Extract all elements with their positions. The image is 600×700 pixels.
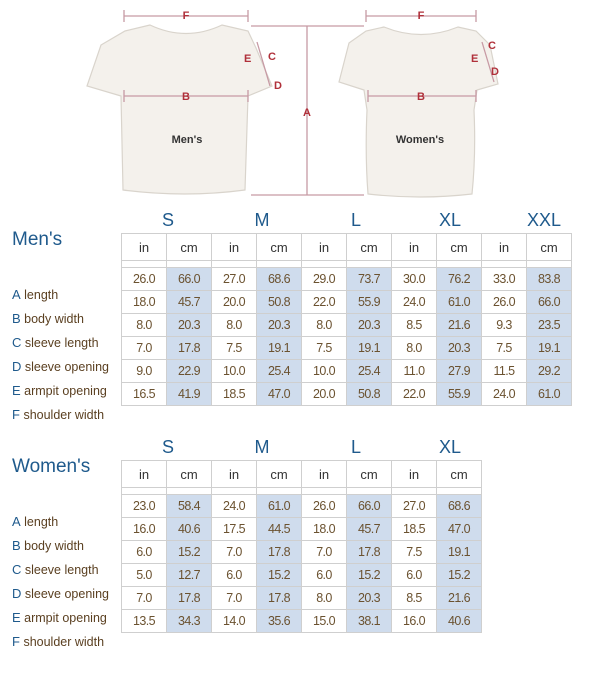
womens-cell-cm-m: 15.2 — [257, 564, 302, 587]
mens-cell-cm-xl: 76.2 — [437, 268, 482, 291]
womens-table-row-c — [122, 541, 482, 564]
mens-cell-in-xl: 8.0 — [392, 337, 437, 360]
womens-size-header-xl: XL — [438, 437, 462, 457]
womens-cell-cm-m: 44.5 — [257, 518, 302, 541]
womens-unit-cm-xl: cm — [437, 461, 482, 488]
mens-size-header-m: M — [254, 210, 270, 230]
mens-cell-cm-l: 73.7 — [347, 268, 392, 291]
mens-cell-cm-l: 19.1 — [347, 337, 392, 360]
womens-row-name: length — [24, 515, 59, 529]
womens-cell-cm-m: 17.8 — [257, 541, 302, 564]
womens-size-header-l: L — [350, 437, 361, 457]
womens-dim-b-label: B — [417, 91, 425, 103]
womens-unit-in-s: in — [122, 461, 167, 488]
mens-cell-cm-xxl: 66.0 — [527, 291, 572, 314]
mens-cell-in-m: 18.5 — [212, 383, 257, 406]
mens-cell-in-s: 8.0 — [122, 314, 167, 337]
womens-row-label-d — [12, 586, 109, 601]
womens-cell-in-l: 26.0 — [302, 495, 347, 518]
womens-cell-in-m: 14.0 — [212, 610, 257, 633]
womens-row-label-e — [12, 610, 107, 625]
mens-spacer-cell — [167, 261, 212, 268]
womens-cell-in-l: 7.0 — [302, 541, 347, 564]
mens-row-label-f — [12, 407, 104, 422]
mens-row-name: body width — [24, 312, 84, 326]
womens-cell-cm-l: 17.8 — [347, 541, 392, 564]
womens-cell-cm-l: 66.0 — [347, 495, 392, 518]
womens-cell-cm-m: 35.6 — [257, 610, 302, 633]
womens-cell-in-xl: 6.0 — [392, 564, 437, 587]
womens-spacer-cell — [347, 488, 392, 495]
womens-cell-cm-xl: 68.6 — [437, 495, 482, 518]
mens-cell-in-s: 9.0 — [122, 360, 167, 383]
womens-unit-cm-s: cm — [167, 461, 212, 488]
womens-row-name: shoulder width — [23, 635, 105, 649]
mens-cell-in-m: 27.0 — [212, 268, 257, 291]
womens-cell-in-l: 6.0 — [302, 564, 347, 587]
womens-cell-in-xl: 7.5 — [392, 541, 437, 564]
mens-row-letter: C — [12, 335, 22, 350]
mens-cell-in-xl: 8.5 — [392, 314, 437, 337]
mens-cell-cm-s: 20.3 — [167, 314, 212, 337]
womens-cell-in-m: 6.0 — [212, 564, 257, 587]
mens-dim-e-label: E — [244, 53, 252, 65]
mens-shirt-label: Men's — [171, 134, 203, 146]
mens-cell-cm-m: 25.4 — [257, 360, 302, 383]
womens-table-row-d — [122, 564, 482, 587]
womens-cell-cm-xl: 47.0 — [437, 518, 482, 541]
mens-row-name: length — [24, 288, 59, 302]
mens-table-row-c — [122, 314, 572, 337]
mens-cell-in-m: 8.0 — [212, 314, 257, 337]
mens-dim-c-label: C — [268, 51, 276, 63]
mens-cell-cm-l: 50.8 — [347, 383, 392, 406]
mens-cell-in-xxl: 24.0 — [482, 383, 527, 406]
womens-row-name: armpit opening — [24, 611, 107, 625]
womens-dim-e-label: E — [471, 53, 479, 65]
mens-cell-in-l: 7.5 — [302, 337, 347, 360]
womens-size-header-s: S — [161, 437, 174, 457]
womens-cell-cm-m: 17.8 — [257, 587, 302, 610]
mens-spacer-cell — [257, 261, 302, 268]
mens-row-letter: B — [12, 311, 21, 326]
mens-cell-cm-xxl: 19.1 — [527, 337, 572, 360]
womens-row-label-c — [12, 562, 99, 577]
womens-table-row-b — [122, 518, 482, 541]
womens-dim-c-label: C — [488, 40, 496, 52]
mens-cell-cm-xl: 27.9 — [437, 360, 482, 383]
mens-row-label-c — [12, 335, 99, 350]
mens-row-label-d — [12, 359, 109, 374]
mens-cell-in-l: 20.0 — [302, 383, 347, 406]
mens-unit-cm-xl: cm — [437, 234, 482, 261]
mens-cell-in-s: 16.5 — [122, 383, 167, 406]
womens-row-label-a — [12, 514, 58, 529]
womens-spacer-cell — [122, 488, 167, 495]
mens-cell-cm-s: 41.9 — [167, 383, 212, 406]
womens-cell-cm-l: 15.2 — [347, 564, 392, 587]
mens-cell-cm-xl: 55.9 — [437, 383, 482, 406]
womens-unit-row — [122, 461, 482, 488]
mens-unit-cm-m: cm — [257, 234, 302, 261]
mens-cell-in-s: 18.0 — [122, 291, 167, 314]
womens-row-name: sleeve opening — [24, 587, 109, 601]
womens-row-letter: D — [12, 586, 22, 601]
womens-unit-cm-l: cm — [347, 461, 392, 488]
mens-unit-in-l: in — [302, 234, 347, 261]
mens-cell-cm-s: 17.8 — [167, 337, 212, 360]
womens-cell-cm-xl: 21.6 — [437, 587, 482, 610]
mens-cell-in-l: 29.0 — [302, 268, 347, 291]
mens-dim-b-label: B — [182, 91, 190, 103]
mens-unit-in-xxl: in — [482, 234, 527, 261]
womens-cell-cm-xl: 19.1 — [437, 541, 482, 564]
womens-cell-cm-s: 17.8 — [167, 587, 212, 610]
womens-spacer-cell — [437, 488, 482, 495]
womens-table-row-a — [122, 495, 482, 518]
mens-cell-in-xl: 11.0 — [392, 360, 437, 383]
womens-row-name: body width — [24, 539, 84, 553]
mens-cell-in-xxl: 9.3 — [482, 314, 527, 337]
womens-dim-d-label: D — [491, 66, 499, 78]
womens-spacer-cell — [392, 488, 437, 495]
mens-cell-cm-xl: 21.6 — [437, 314, 482, 337]
mens-size-table — [121, 233, 572, 406]
mens-cell-in-xxl: 7.5 — [482, 337, 527, 360]
mens-unit-cm-l: cm — [347, 234, 392, 261]
mens-cell-in-s: 26.0 — [122, 268, 167, 291]
womens-cell-cm-xl: 15.2 — [437, 564, 482, 587]
womens-cell-cm-s: 40.6 — [167, 518, 212, 541]
mens-cell-cm-l: 55.9 — [347, 291, 392, 314]
womens-cell-in-l: 8.0 — [302, 587, 347, 610]
womens-cell-in-m: 7.0 — [212, 541, 257, 564]
womens-row-letter: B — [12, 538, 21, 553]
mens-tshirt-illustration — [87, 25, 272, 194]
mens-table-row-b — [122, 291, 572, 314]
womens-cell-in-s: 6.0 — [122, 541, 167, 564]
womens-dim-f-label: F — [417, 10, 425, 22]
mens-row-name: sleeve length — [24, 336, 99, 350]
womens-unit-in-m: in — [212, 461, 257, 488]
mens-cell-in-xxl: 11.5 — [482, 360, 527, 383]
mens-spacer-cell — [437, 261, 482, 268]
mens-table-row-a — [122, 268, 572, 291]
mens-cell-in-s: 7.0 — [122, 337, 167, 360]
womens-row-name: sleeve length — [24, 563, 99, 577]
mens-cell-cm-m: 19.1 — [257, 337, 302, 360]
womens-unit-in-xl: in — [392, 461, 437, 488]
womens-cell-in-s: 23.0 — [122, 495, 167, 518]
womens-section-title: Women's — [12, 456, 91, 477]
mens-row-label-e — [12, 383, 107, 398]
mens-cell-in-m: 20.0 — [212, 291, 257, 314]
mens-cell-in-l: 22.0 — [302, 291, 347, 314]
mens-spacer-cell — [392, 261, 437, 268]
womens-cell-in-xl: 8.5 — [392, 587, 437, 610]
womens-cell-in-m: 7.0 — [212, 587, 257, 610]
mens-spacer-cell — [212, 261, 257, 268]
mens-spacer-cell — [302, 261, 347, 268]
mens-cell-cm-xxl: 61.0 — [527, 383, 572, 406]
mens-cell-cm-s: 66.0 — [167, 268, 212, 291]
mens-unit-row — [122, 234, 572, 261]
mens-size-header-l: L — [350, 210, 361, 230]
mens-cell-cm-xxl: 23.5 — [527, 314, 572, 337]
mens-dim-d-label: D — [274, 80, 282, 92]
mens-cell-in-xxl: 33.0 — [482, 268, 527, 291]
mens-row-letter: F — [12, 407, 20, 422]
womens-cell-in-s: 7.0 — [122, 587, 167, 610]
womens-cell-in-xl: 27.0 — [392, 495, 437, 518]
womens-cell-cm-xl: 40.6 — [437, 610, 482, 633]
mens-row-label-b — [12, 311, 84, 326]
mens-cell-in-xl: 22.0 — [392, 383, 437, 406]
mens-spacer-cell — [527, 261, 572, 268]
womens-cell-in-l: 15.0 — [302, 610, 347, 633]
womens-cell-in-xl: 18.5 — [392, 518, 437, 541]
womens-row-letter: C — [12, 562, 22, 577]
mens-cell-cm-m: 68.6 — [257, 268, 302, 291]
womens-cell-in-m: 24.0 — [212, 495, 257, 518]
mens-cell-cm-m: 47.0 — [257, 383, 302, 406]
mens-unit-in-s: in — [122, 234, 167, 261]
mens-cell-cm-s: 22.9 — [167, 360, 212, 383]
womens-cell-in-s: 16.0 — [122, 518, 167, 541]
mens-table-spacer — [122, 261, 572, 268]
womens-cell-cm-s: 34.3 — [167, 610, 212, 633]
womens-cell-in-xl: 16.0 — [392, 610, 437, 633]
mens-spacer-cell — [482, 261, 527, 268]
mens-unit-in-xl: in — [392, 234, 437, 261]
womens-spacer-cell — [302, 488, 347, 495]
mens-spacer-cell — [347, 261, 392, 268]
womens-row-label-f — [12, 634, 104, 649]
womens-row-letter: A — [12, 514, 21, 529]
mens-cell-in-l: 10.0 — [302, 360, 347, 383]
womens-spacer-cell — [167, 488, 212, 495]
mens-row-name: shoulder width — [23, 408, 105, 422]
mens-cell-cm-l: 25.4 — [347, 360, 392, 383]
mens-cell-in-xl: 24.0 — [392, 291, 437, 314]
womens-cell-in-s: 5.0 — [122, 564, 167, 587]
womens-shirt-label: Women's — [395, 134, 445, 146]
mens-table-row-d — [122, 337, 572, 360]
mens-cell-in-m: 7.5 — [212, 337, 257, 360]
womens-cell-cm-l: 20.3 — [347, 587, 392, 610]
mens-unit-cm-xxl: cm — [527, 234, 572, 261]
dim-a-label: A — [303, 107, 311, 119]
mens-section-title: Men's — [12, 229, 63, 250]
mens-cell-in-xl: 30.0 — [392, 268, 437, 291]
womens-cell-cm-s: 58.4 — [167, 495, 212, 518]
womens-cell-in-l: 18.0 — [302, 518, 347, 541]
mens-cell-cm-xxl: 29.2 — [527, 360, 572, 383]
mens-dim-f-label: F — [182, 10, 190, 22]
tshirt-measurement-diagram — [0, 0, 600, 205]
mens-table-row-f — [122, 383, 572, 406]
womens-table-row-f — [122, 610, 482, 633]
womens-spacer-cell — [257, 488, 302, 495]
womens-cell-cm-l: 38.1 — [347, 610, 392, 633]
womens-spacer-cell — [212, 488, 257, 495]
womens-unit-in-l: in — [302, 461, 347, 488]
mens-row-name: armpit opening — [24, 384, 107, 398]
mens-row-letter: A — [12, 287, 21, 302]
womens-cell-cm-m: 61.0 — [257, 495, 302, 518]
womens-cell-in-s: 13.5 — [122, 610, 167, 633]
womens-cell-in-m: 17.5 — [212, 518, 257, 541]
mens-cell-cm-xxl: 83.8 — [527, 268, 572, 291]
mens-row-name: sleeve opening — [24, 360, 109, 374]
mens-spacer-cell — [122, 261, 167, 268]
mens-cell-cm-m: 20.3 — [257, 314, 302, 337]
mens-cell-in-xxl: 26.0 — [482, 291, 527, 314]
womens-row-letter: E — [12, 610, 21, 625]
mens-cell-cm-s: 45.7 — [167, 291, 212, 314]
womens-table-row-e — [122, 587, 482, 610]
mens-cell-cm-m: 50.8 — [257, 291, 302, 314]
womens-cell-cm-l: 45.7 — [347, 518, 392, 541]
mens-cell-cm-xl: 61.0 — [437, 291, 482, 314]
mens-size-header-s: S — [161, 210, 174, 230]
mens-cell-cm-xl: 20.3 — [437, 337, 482, 360]
mens-unit-in-m: in — [212, 234, 257, 261]
womens-size-table — [121, 460, 482, 633]
mens-cell-cm-l: 20.3 — [347, 314, 392, 337]
mens-size-header-xl: XL — [438, 210, 462, 230]
womens-row-letter: F — [12, 634, 20, 649]
womens-size-header-m: M — [254, 437, 270, 457]
mens-size-header-xxl: XXL — [526, 210, 562, 230]
mens-row-label-a — [12, 287, 58, 302]
womens-table-spacer — [122, 488, 482, 495]
mens-table-row-e — [122, 360, 572, 383]
mens-cell-in-m: 10.0 — [212, 360, 257, 383]
womens-unit-cm-m: cm — [257, 461, 302, 488]
mens-row-letter: E — [12, 383, 21, 398]
womens-cell-cm-s: 15.2 — [167, 541, 212, 564]
mens-cell-in-l: 8.0 — [302, 314, 347, 337]
mens-row-letter: D — [12, 359, 22, 374]
womens-row-label-b — [12, 538, 84, 553]
womens-cell-cm-s: 12.7 — [167, 564, 212, 587]
mens-unit-cm-s: cm — [167, 234, 212, 261]
